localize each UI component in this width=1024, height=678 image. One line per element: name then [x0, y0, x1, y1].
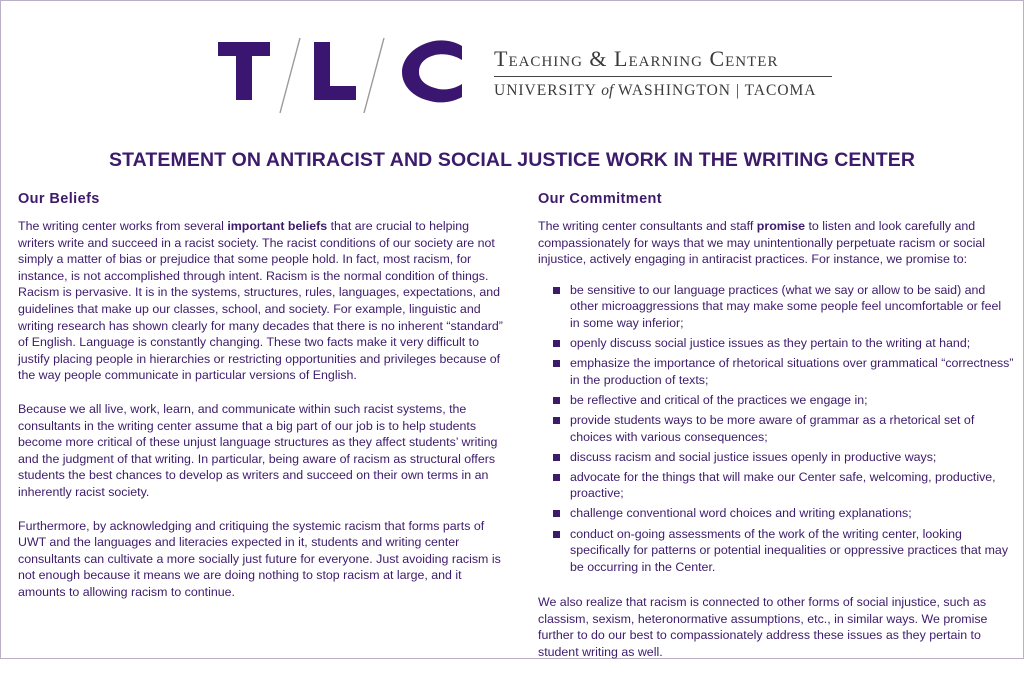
commitment-closing: We also realize that racism is connected to other forms of social injustice, such as classism, sexism, heteronormative assumptions, etc., in similar ways. We promise further to do our best to compassionately address these issues as they pertain to student writing as well. — [538, 595, 988, 660]
list-item-text: be sensitive to our language practices (what we say or allow to be said) and other microaggressions that may make some people feel uncomfortable or feel in some way inferior; — [570, 282, 1002, 330]
beliefs-heading: Our Beliefs — [18, 191, 100, 207]
logo-slash — [280, 38, 300, 113]
list-item — [538, 469, 1014, 502]
bullet-square-icon — [553, 474, 560, 481]
beliefs-p1-text: that are crucial to helping writers write and succeed in a racist society. The racist conditions of our society are not simply a matter of bias or prejudice that some people hold. In fact, most racism, for instance, is not accomplished through intent. Racism is the normal condition of things. Racism is pervasive. It is in the systems, structures, rules, languages, expectations, and guidelines that make up our classes, school, and society. For example, linguistic and writing research has shown clearly for many decades that there is no inherent “standard” of English. Language is constantly changing. These two facts make it very difficult to justify placing people in hierarchies or restricting opportunities and privileges because of the way people communicate in particular versions of English. — [18, 219, 503, 383]
bullet-square-icon — [553, 454, 560, 461]
commitment-intro-text: to listen and look carefully and compassionately for ways that we may unintentionally perpetuate racism or social injustice, actively engaging in antiracist practices. For instance, we promise to: — [538, 219, 985, 267]
list-item-text: advocate for the things that will make our Center safe, welcoming, productive, proactive; — [570, 469, 996, 501]
list-item-text: be reflective and critical of the practices we engage in; — [570, 392, 868, 407]
beliefs-column — [18, 190, 508, 617]
bullet-square-icon — [553, 287, 560, 294]
logo-letter-c — [402, 40, 462, 102]
beliefs-p1-emphasis: important beliefs — [227, 219, 328, 233]
beliefs-p1-text: The writing center works from several — [18, 219, 228, 233]
logo-letter-t — [218, 42, 270, 100]
tlc-logo — [212, 28, 832, 118]
bullet-square-icon — [553, 397, 560, 404]
list-item — [538, 526, 1014, 576]
commitment-heading: Our Commitment — [538, 191, 663, 207]
bullet-square-icon — [553, 510, 560, 517]
logo-letter-l — [314, 42, 356, 100]
bullet-square-icon — [553, 360, 560, 367]
beliefs-paragraph-1 — [18, 218, 508, 384]
commitment-intro-emphasis: promise — [756, 219, 805, 233]
logo-divider — [494, 76, 832, 77]
list-item-text: challenge conventional word choices and writing explanations; — [570, 506, 912, 521]
beliefs-paragraph-3: Furthermore, by acknowledging and critiquing the systemic racism that forms parts of UWT and the languages and literacies expected in it, students and writing center consultants can cultivate a more socially just future for everyone. Just avoiding racism is not enough because it means we are doing nothing to stop racism at large, and it amounts to allowing racism to continue. — [18, 518, 501, 599]
logo-university-campus: WASHINGTON | TACOMA — [613, 82, 817, 99]
logo-center-name: Teaching & Learning Center — [494, 46, 779, 71]
list-item — [538, 392, 1014, 409]
bullet-square-icon — [553, 417, 560, 424]
commitment-column — [538, 190, 1014, 678]
beliefs-paragraph-2: Because we all live, work, learn, and communicate within such racist systems, the consultants in the writing center assume that a big part of our job is to help students become more critical of these unjust language structures as they affect students’ writing and the judgment of that writing. In particular, being aware of racism as structural offers students the best chances to develop as writers and succeed on their own terms in an inherently racist society. — [18, 401, 498, 499]
bullet-square-icon — [553, 531, 560, 538]
list-item-text: openly discuss social justice issues as they pertain to the writing at hand; — [570, 336, 971, 351]
list-item-text: provide students ways to be more aware of grammar as a rhetorical set of choices with various consequences; — [570, 412, 975, 444]
logo-university-part: UNIVERSITY — [494, 82, 602, 99]
tlc-monogram — [212, 28, 492, 118]
list-item — [538, 282, 1014, 332]
list-item-text: emphasize the importance of rhetorical situations over grammatical “correctness” in the production of texts; — [570, 356, 1014, 387]
commitment-intro — [538, 218, 1014, 268]
list-item — [538, 335, 1014, 352]
list-item — [538, 505, 1014, 522]
logo-university-name — [494, 81, 834, 101]
page-title: STATEMENT ON ANTIRACIST AND SOCIAL JUSTICE WORK IN THE WRITING CENTER — [108, 149, 916, 171]
list-item — [538, 412, 1014, 445]
list-item — [538, 355, 1014, 388]
commitment-intro-text: The writing center consultants and staff — [538, 219, 757, 233]
list-item-text: conduct on-going assessments of the work of the writing center, looking specifically for patterns or potential inequalities or oppressive practices that may be occurring in the Center. — [570, 526, 1009, 574]
commitment-list — [538, 282, 1014, 576]
list-item — [538, 449, 1014, 466]
list-item-text: discuss racism and social justice issues openly in productive ways; — [570, 449, 937, 464]
logo-slash — [364, 38, 384, 113]
logo-university-of: of — [601, 82, 614, 99]
logo-wordmark — [494, 46, 834, 101]
bullet-square-icon — [553, 340, 560, 347]
